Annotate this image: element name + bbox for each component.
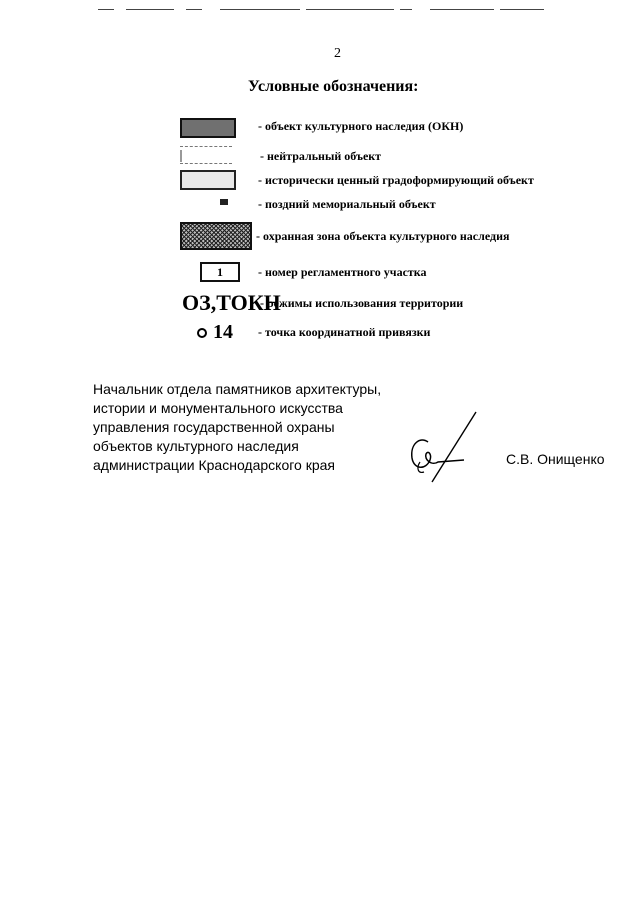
plot-number-symbol: 1 xyxy=(200,262,240,282)
legend-label-memorial-object: - поздний мемориальный объект xyxy=(258,197,436,211)
signatory-position xyxy=(93,380,381,475)
legend-label-neutral-object: - нейтральный объект xyxy=(260,149,382,163)
heritage-object-symbol xyxy=(180,118,236,138)
scan-rule xyxy=(430,9,494,10)
legend-title: Условные обозначения: xyxy=(248,78,419,95)
scan-rule xyxy=(400,9,412,10)
handwritten-signature xyxy=(398,410,478,490)
scan-rule xyxy=(186,9,202,10)
legend-label-usage-modes: - режимы использования территории xyxy=(260,296,464,310)
page-number: 2 xyxy=(334,46,341,61)
scan-rule xyxy=(126,9,174,10)
legend-label-historic-object: - исторически ценный градоформирующий объект xyxy=(258,173,534,187)
signatory-position-line: объектов культурного наследия xyxy=(93,438,299,454)
neutral-object-symbol xyxy=(180,146,232,164)
scan-rule xyxy=(306,9,394,10)
signatory-position-line: администрации Краснодарского края xyxy=(93,457,335,473)
signatory-name: С.В. Онищенко xyxy=(506,451,605,467)
signatory-position-line: Начальник отдела памятников архитектуры, xyxy=(93,381,382,397)
signatory-position-line: управления государственной охраны xyxy=(93,419,335,435)
scan-rule xyxy=(220,9,300,10)
legend-label-coordinate-point: - точка координатной привязки xyxy=(258,325,431,339)
memorial-object-symbol xyxy=(220,199,228,205)
signatory-position-line: истории и монументального искусства xyxy=(93,400,343,416)
scan-rule xyxy=(500,9,544,10)
coordinate-point-symbol xyxy=(197,321,233,344)
circle-icon xyxy=(197,328,207,338)
historic-object-symbol xyxy=(180,170,236,190)
coordinate-point-number: 14 xyxy=(213,321,233,343)
legend-label-heritage-object: - объект культурного наследия (ОКН) xyxy=(258,119,464,133)
scan-rule xyxy=(98,9,114,10)
legend-label-plot-number: - номер регламентного участка xyxy=(258,265,427,279)
usage-mode-symbol: ОЗ,ТОКН xyxy=(182,290,281,315)
protection-zone-symbol xyxy=(180,222,252,250)
legend-label-protection-zone: - охранная зона объекта культурного наследия xyxy=(256,229,510,243)
